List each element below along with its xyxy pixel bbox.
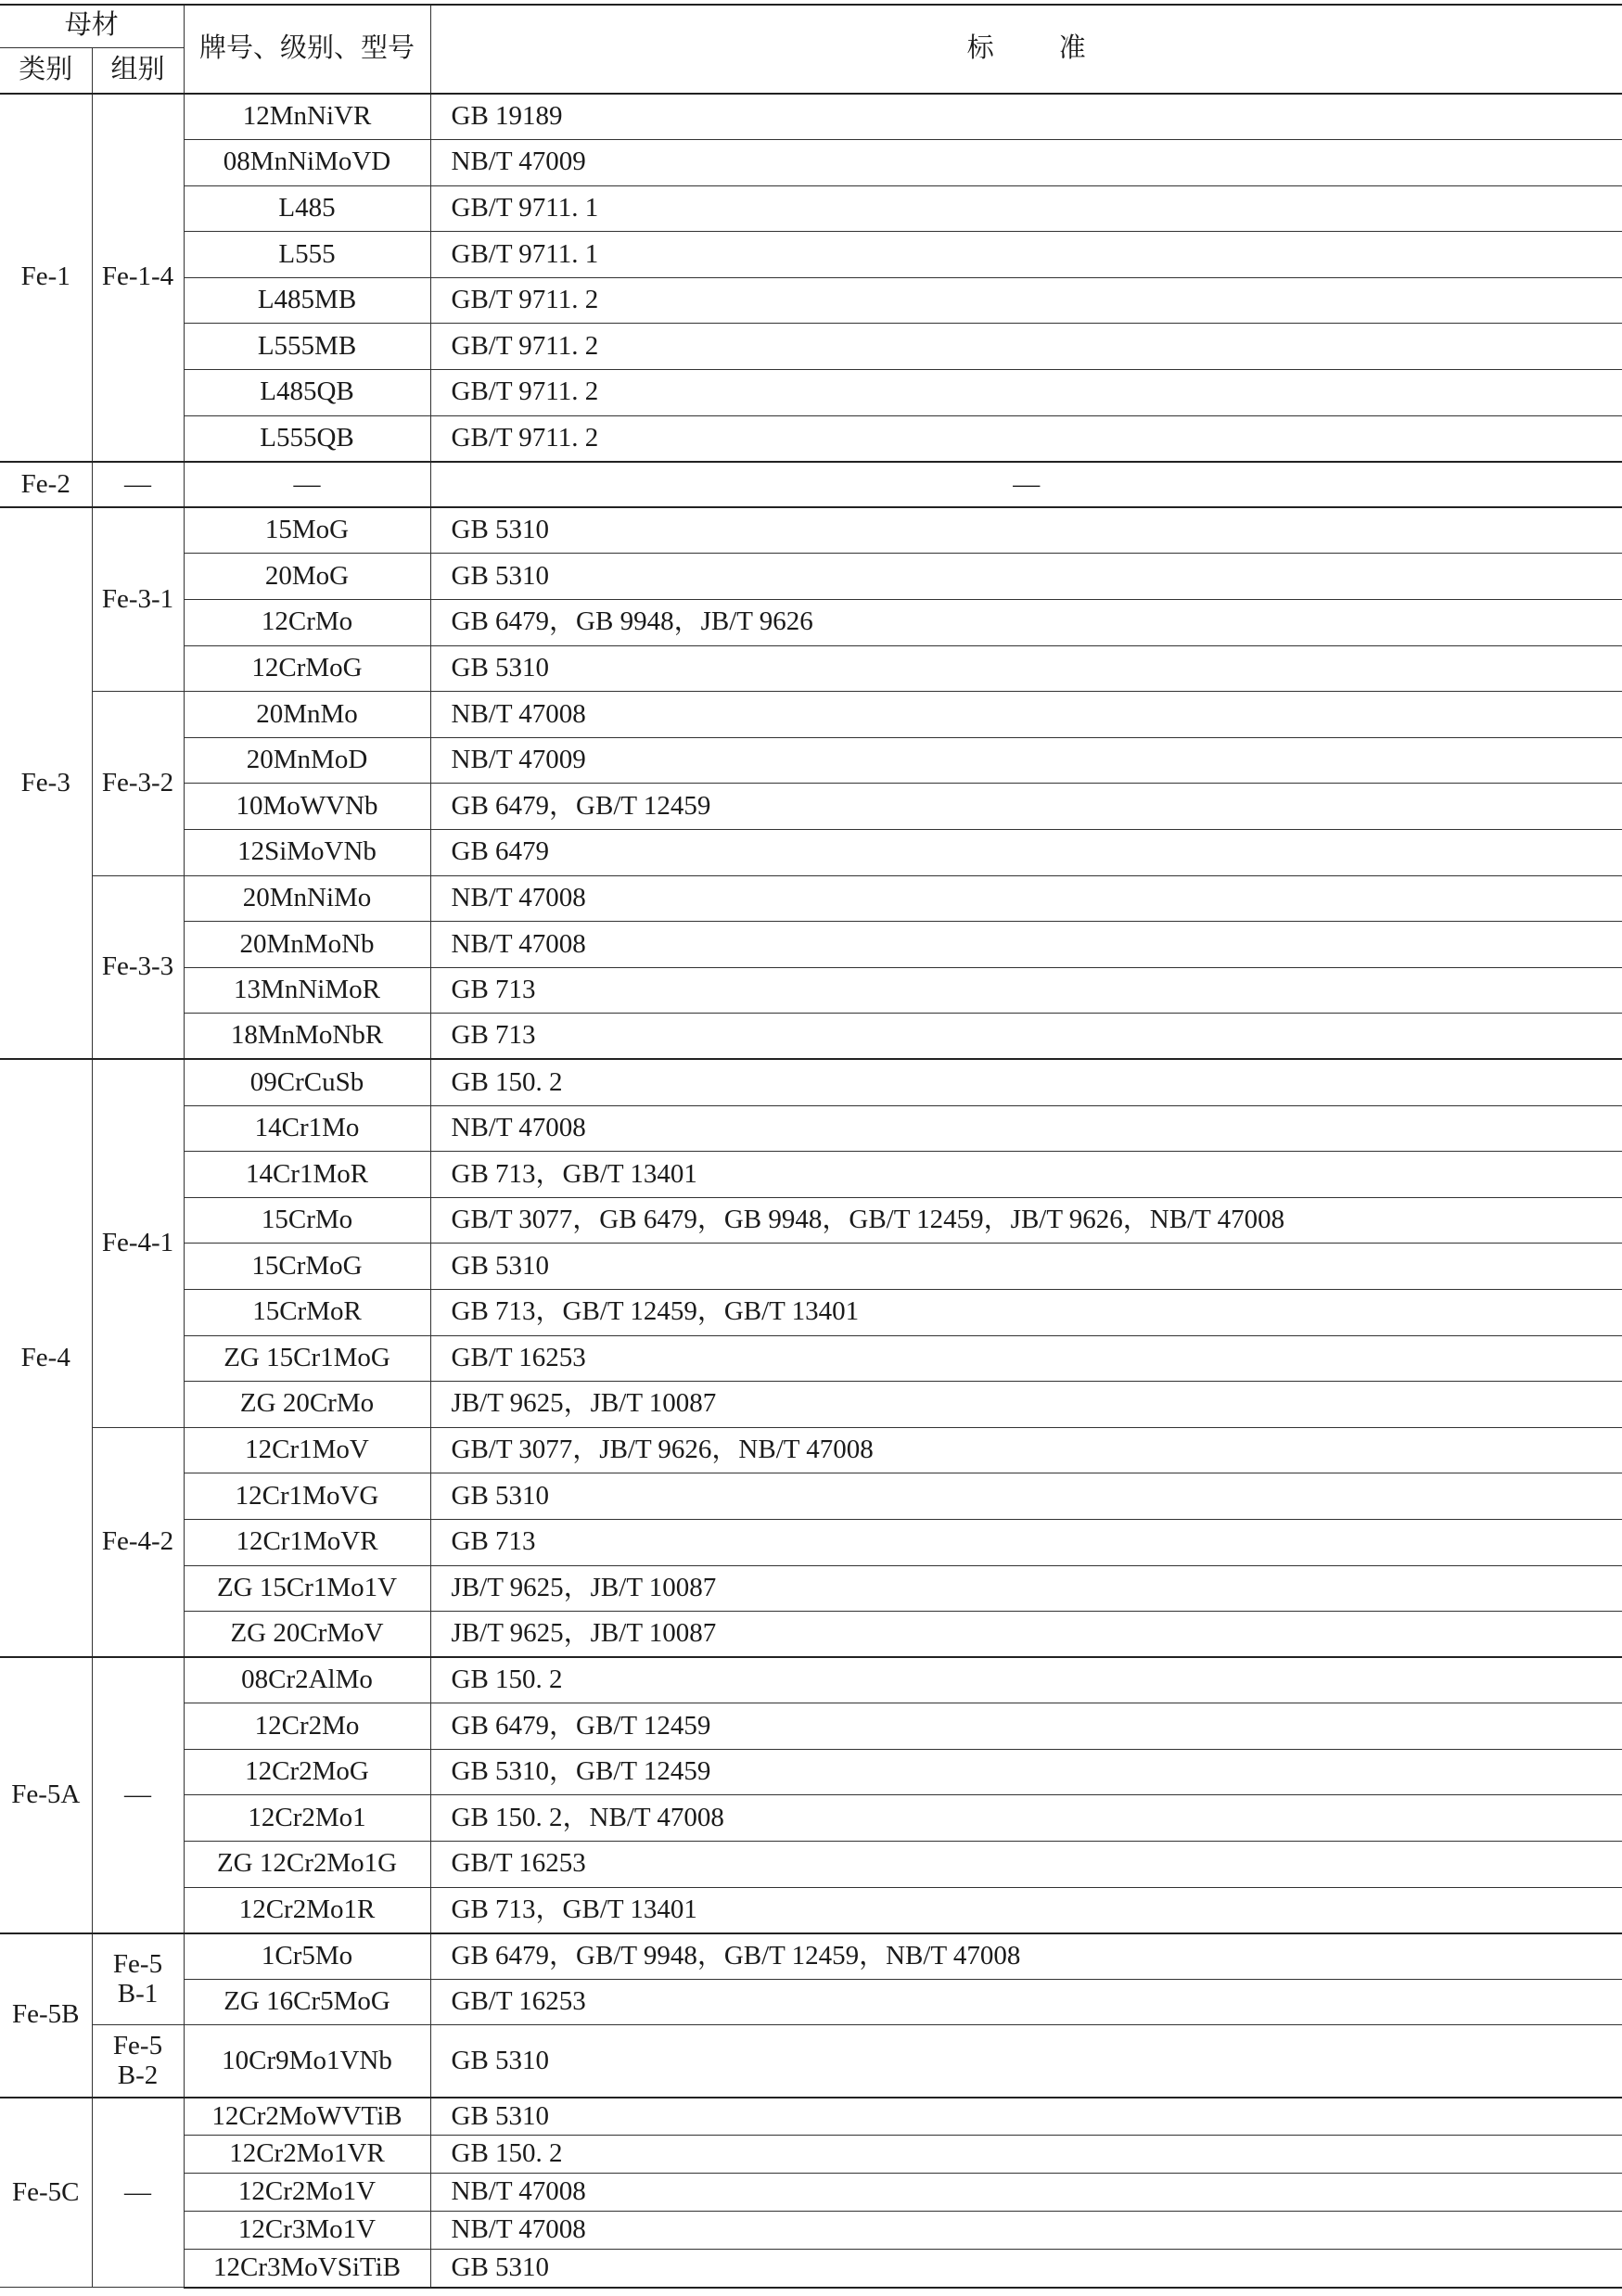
standard-cell: — (430, 462, 1622, 508)
grade-cell: 12Cr3MoVSiTiB (184, 2250, 430, 2288)
table-row (0, 140, 1622, 186)
standard-cell: NB/T 47008 (430, 1105, 1622, 1152)
grade-cell: 12Cr2MoG (184, 1749, 430, 1795)
group-cell: Fe-4-2 (92, 1427, 184, 1657)
header-standard-part-b: 准 (1058, 33, 1086, 64)
table-row (0, 967, 1622, 1014)
standard-cell: GB/T 9711. 2 (430, 277, 1622, 324)
grade-cell: 12Cr1MoVR (184, 1519, 430, 1565)
grade-cell: L485QB (184, 370, 430, 416)
table-row (0, 875, 1622, 922)
grade-cell: ZG 12Cr2Mo1G (184, 1842, 430, 1888)
category-cell: Fe-3 (0, 507, 92, 1059)
grade-cell: 13MnNiMoR (184, 967, 430, 1014)
standard-cell: GB 5310 (430, 2025, 1622, 2098)
grade-cell: L485MB (184, 277, 430, 324)
group-cell-line: B-2 (117, 2060, 159, 2090)
grade-cell: 12Cr1MoVG (184, 1473, 430, 1520)
header-grade: 牌号、级别、型号 (184, 5, 430, 94)
grade-cell: ZG 15Cr1MoG (184, 1335, 430, 1382)
table-row (0, 1842, 1622, 1888)
header-row-1 (0, 5, 1622, 47)
grade-cell: ZG 16Cr5MoG (184, 1979, 430, 2025)
group-cell: — (92, 462, 184, 508)
standard-cell: GB 150. 2 (430, 2136, 1622, 2174)
table-row (0, 1933, 1622, 1980)
standard-cell: GB/T 9711. 2 (430, 324, 1622, 370)
standard-cell: GB 6479 (430, 830, 1622, 876)
standard-cell: GB 6479，GB/T 12459 (430, 784, 1622, 830)
standard-cell: GB/T 9711. 2 (430, 415, 1622, 462)
standard-cell: GB 5310 (430, 554, 1622, 600)
table-row (0, 1105, 1622, 1152)
table-row (0, 1795, 1622, 1842)
grade-cell: 12Cr1MoV (184, 1427, 430, 1473)
grade-cell: 12Cr2Mo1R (184, 1887, 430, 1933)
group-cell: Fe-1-4 (92, 94, 184, 462)
table-row (0, 462, 1622, 508)
grade-cell: 12Cr2Mo (184, 1703, 430, 1750)
table-row (0, 1382, 1622, 1428)
grade-cell: 12Cr2MoWVTiB (184, 2098, 430, 2136)
table-row (0, 1152, 1622, 1198)
standard-cell: GB 713 (430, 967, 1622, 1014)
standard-cell: GB 713，GB/T 13401 (430, 1887, 1622, 1933)
grade-cell: L555MB (184, 324, 430, 370)
standard-cell: GB/T 9711. 1 (430, 232, 1622, 278)
standard-cell: NB/T 47008 (430, 2212, 1622, 2250)
grade-cell: L555QB (184, 415, 430, 462)
table-row (0, 232, 1622, 278)
category-cell: Fe-4 (0, 1059, 92, 1657)
group-cell (92, 2025, 184, 2098)
table-row (0, 370, 1622, 416)
table-row (0, 1473, 1622, 1520)
group-cell-line: Fe-5 (112, 1948, 163, 1979)
standard-cell: GB/T 16253 (430, 1979, 1622, 2025)
grade-cell: ZG 15Cr1Mo1V (184, 1565, 430, 1612)
grade-cell: 15CrMo (184, 1197, 430, 1244)
table-row (0, 2098, 1622, 2136)
table-row (0, 1014, 1622, 1060)
grade-cell: 08Cr2AlMo (184, 1657, 430, 1703)
header-standard (430, 5, 1622, 94)
grade-cell: 12Cr2Mo1V (184, 2174, 430, 2212)
grade-cell: 12SiMoVNb (184, 830, 430, 876)
table-row (0, 2250, 1622, 2288)
grade-cell: 20MoG (184, 554, 430, 600)
category-cell: Fe-5C (0, 2098, 92, 2288)
table-row (0, 692, 1622, 738)
table-row (0, 277, 1622, 324)
grade-cell: 15MoG (184, 507, 430, 554)
grade-cell: 20MnMoNb (184, 922, 430, 968)
group-cell-line: Fe-5 (112, 2030, 163, 2060)
standard-cell: GB 713 (430, 1519, 1622, 1565)
category-cell: Fe-5B (0, 1933, 92, 2098)
grade-cell: 08MnNiMoVD (184, 140, 430, 186)
standard-cell: NB/T 47008 (430, 875, 1622, 922)
grade-cell: 10MoWVNb (184, 784, 430, 830)
grade-cell: 18MnMoNbR (184, 1014, 430, 1060)
grade-cell: 15CrMoR (184, 1289, 430, 1335)
table-row (0, 554, 1622, 600)
table-row (0, 94, 1622, 140)
header-base-metal: 母材 (0, 5, 184, 47)
grade-cell: 10Cr9Mo1VNb (184, 2025, 430, 2098)
group-cell (92, 1933, 184, 2025)
grade-cell: 20MnMo (184, 692, 430, 738)
standard-cell: NB/T 47009 (430, 140, 1622, 186)
category-cell: Fe-2 (0, 462, 92, 508)
table-row (0, 507, 1622, 554)
grade-cell: 12CrMoG (184, 645, 430, 692)
table-row (0, 1887, 1622, 1933)
table-row (0, 2212, 1622, 2250)
table-row (0, 922, 1622, 968)
table-row (0, 1289, 1622, 1335)
standard-cell: NB/T 47008 (430, 922, 1622, 968)
standard-cell: GB 5310 (430, 2098, 1622, 2136)
category-cell: Fe-5A (0, 1657, 92, 1933)
standard-cell: GB 5310 (430, 645, 1622, 692)
table-row (0, 600, 1622, 646)
group-cell-line: B-1 (117, 1978, 159, 2009)
standard-cell: GB/T 9711. 2 (430, 370, 1622, 416)
grade-cell: — (184, 462, 430, 508)
standard-cell: GB 5310，GB/T 12459 (430, 1749, 1622, 1795)
standard-cell: GB 6479，GB/T 12459 (430, 1703, 1622, 1750)
standard-cell: JB/T 9625，JB/T 10087 (430, 1612, 1622, 1658)
standard-cell: GB 713，GB/T 13401 (430, 1152, 1622, 1198)
standard-cell: GB/T 3077，JB/T 9626，NB/T 47008 (430, 1427, 1622, 1473)
group-cell: Fe-3-1 (92, 507, 184, 691)
standard-cell: GB 5310 (430, 507, 1622, 554)
standard-cell: NB/T 47008 (430, 2174, 1622, 2212)
table-row (0, 415, 1622, 462)
standard-cell: GB 5310 (430, 2250, 1622, 2288)
grade-cell: ZG 20CrMoV (184, 1612, 430, 1658)
table-row (0, 2136, 1622, 2174)
standard-cell: JB/T 9625，JB/T 10087 (430, 1565, 1622, 1612)
table-body (0, 5, 1622, 2288)
standard-cell: GB/T 16253 (430, 1335, 1622, 1382)
header-group: 组别 (92, 47, 184, 94)
header-category: 类别 (0, 47, 92, 94)
material-standards-table (0, 4, 1622, 2289)
grade-cell: 14Cr1MoR (184, 1152, 430, 1198)
table-row (0, 830, 1622, 876)
standard-cell: GB 6479，GB/T 9948，GB/T 12459，NB/T 47008 (430, 1933, 1622, 1980)
standard-cell: GB 6479，GB 9948，JB/T 9626 (430, 600, 1622, 646)
standard-cell: GB 713 (430, 1014, 1622, 1060)
grade-cell: 12MnNiVR (184, 94, 430, 140)
table-row (0, 2174, 1622, 2212)
header-standard-part-a: 标 (966, 33, 994, 64)
table-row (0, 1979, 1622, 2025)
standard-cell: GB 5310 (430, 1473, 1622, 1520)
standard-cell: GB 150. 2 (430, 1059, 1622, 1105)
table-row (0, 1244, 1622, 1290)
standard-cell: GB/T 3077，GB 6479，GB 9948，GB/T 12459，JB/T 9626，NB/T 47008 (430, 1197, 1622, 1244)
standard-cell: GB/T 16253 (430, 1842, 1622, 1888)
table-row (0, 737, 1622, 784)
table-row (0, 2025, 1622, 2098)
standard-cell: GB 150. 2 (430, 1657, 1622, 1703)
group-cell: Fe-3-2 (92, 692, 184, 875)
grade-cell: L485 (184, 185, 430, 232)
table-row (0, 1519, 1622, 1565)
group-cell: Fe-4-1 (92, 1059, 184, 1427)
grade-cell: 14Cr1Mo (184, 1105, 430, 1152)
grade-cell: L555 (184, 232, 430, 278)
table-row (0, 1565, 1622, 1612)
table-row (0, 1059, 1622, 1105)
table-row (0, 645, 1622, 692)
table-row (0, 1703, 1622, 1750)
table-row (0, 1197, 1622, 1244)
standard-cell: GB 150. 2，NB/T 47008 (430, 1795, 1622, 1842)
group-cell: — (92, 1657, 184, 1933)
standard-cell: JB/T 9625，JB/T 10087 (430, 1382, 1622, 1428)
grade-cell: 09CrCuSb (184, 1059, 430, 1105)
group-cell: — (92, 2098, 184, 2288)
group-cell: Fe-3-3 (92, 875, 184, 1059)
grade-cell: ZG 20CrMo (184, 1382, 430, 1428)
grade-cell: 1Cr5Mo (184, 1933, 430, 1980)
grade-cell: 15CrMoG (184, 1244, 430, 1290)
grade-cell: 12CrMo (184, 600, 430, 646)
grade-cell: 20MnNiMo (184, 875, 430, 922)
table-row (0, 1427, 1622, 1473)
grade-cell: 12Cr3Mo1V (184, 2212, 430, 2250)
standard-cell: GB 19189 (430, 94, 1622, 140)
standard-cell: NB/T 47009 (430, 737, 1622, 784)
table-row (0, 1657, 1622, 1703)
table-row (0, 1749, 1622, 1795)
grade-cell: 12Cr2Mo1VR (184, 2136, 430, 2174)
standard-cell: NB/T 47008 (430, 692, 1622, 738)
table-row (0, 324, 1622, 370)
table-row (0, 185, 1622, 232)
standard-cell: GB/T 9711. 1 (430, 185, 1622, 232)
category-cell: Fe-1 (0, 94, 92, 462)
table-row (0, 784, 1622, 830)
table-row (0, 1612, 1622, 1658)
grade-cell: 12Cr2Mo1 (184, 1795, 430, 1842)
standard-cell: GB 713，GB/T 12459，GB/T 13401 (430, 1289, 1622, 1335)
standard-cell: GB 5310 (430, 1244, 1622, 1290)
grade-cell: 20MnMoD (184, 737, 430, 784)
table-row (0, 1335, 1622, 1382)
